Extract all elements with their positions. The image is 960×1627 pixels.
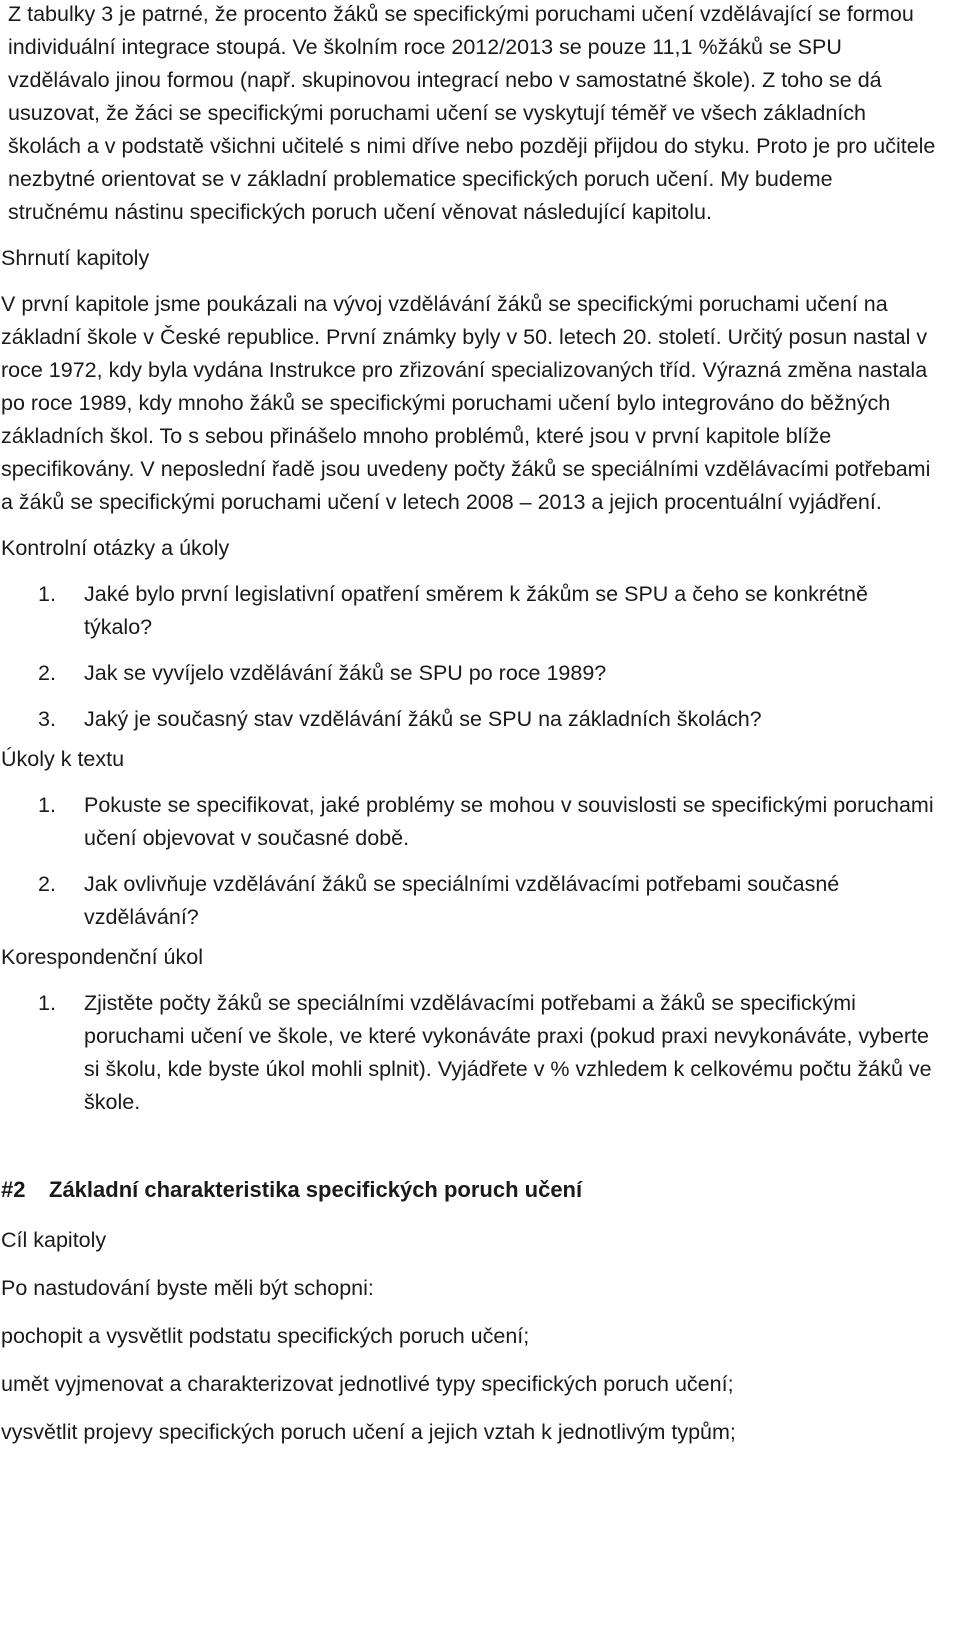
chapter-title: Základní charakteristika specifických poruch učení <box>49 1177 583 1202</box>
correspondence-task-list <box>0 987 936 1119</box>
chapter-heading <box>0 1173 936 1206</box>
list-item-text: Zjistěte počty žáků se speciálními vzdělávacími potřebami a žáků se specifickými poruchami učení ve škole, ve které vykonáváte praxi (pokud praxi nevykonáváte, vyberte si školu, kde byste úkol mohli splnit). Vyjádřete v % vzhledem k celkovému počtu žáků ve škole. <box>84 991 932 1114</box>
control-questions-heading: Kontrolní otázky a úkoly <box>1 536 230 560</box>
list-item-number: 2. <box>38 872 56 896</box>
text-tasks-heading: Úkoly k textu <box>1 747 125 771</box>
list-item <box>0 657 936 690</box>
list-item-text: Pokuste se specifikovat, jaké problémy se mohou v souvislosti se specifickými poruchami učení objevovat v současné době. <box>84 793 934 850</box>
list-item <box>0 578 936 644</box>
chapter-number: #2 <box>1 1177 26 1202</box>
list-item-text: Jaké bylo první legislativní opatření směrem k žákům se SPU a čeho se konkrétně týkalo? <box>84 582 868 639</box>
summary-paragraph: V první kapitole jsme poukázali na vývoj vzdělávání žáků se specifickými poruchami učení na základní škole v České republice. První známky byly v 50. letech 20. století. Určitý posun nastal v roce 1972, kdy byla vydána Instrukce pro zřizování specializovaných tříd. Výrazná změna nastala po roce 1989, kdy mnoho žáků se specifickými poruchami učení bylo integrováno do běžných základních škol. To s sebou přinášelo mnoho problémů, které jsou v první kapitole blíže specifikovány. V neposlední řadě jsou uvedeny počty žáků se speciálními vzdělávacími potřebami a žáků se specifickými poruchami učení v letech 2008 – 2013 a jejich procentuální vyjádření. <box>1 292 931 514</box>
list-item-number: 3. <box>38 707 56 731</box>
chapter-goal-intro: Po nastudování byste měli být schopni: <box>1 1276 374 1300</box>
list-item <box>0 789 936 855</box>
list-item-number: 1. <box>38 793 56 817</box>
summary-heading: Shrnutí kapitoly <box>1 246 150 270</box>
list-item <box>0 703 936 736</box>
correspondence-task-heading: Korespondenční úkol <box>1 945 204 969</box>
list-item <box>0 987 936 1119</box>
list-item-number: 1. <box>38 582 56 606</box>
chapter-goal-item: vysvětlit projevy specifických poruch učení a jejich vztah k jednotlivým typům; <box>1 1420 736 1444</box>
chapter-goal-item: umět vyjmenovat a charakterizovat jednotlivé typy specifických poruch učení; <box>1 1372 734 1396</box>
intro-paragraph: Z tabulky 3 je patrné, že procento žáků se specifickými poruchami učení vzdělávající se formou individuální integrace stoupá. Ve školním roce 2012/2013 se pouze 11,1 %žáků se SPU vzdělávalo jinou formou (např. skupinovou integrací nebo v samostatné škole). Z toho se dá usuzovat, že žáci se specifickými poruchami učení se vyskytují téměř ve všech základních školách a v podstatě všichni učitelé s nimi dříve nebo později přijdou do styku. Proto je pro učitele nezbytné orientovat se v základní problematice specifických poruch učení. My budeme stručnému nástinu specifických poruch učení věnovat následující kapitolu. <box>8 2 936 224</box>
control-questions-list <box>0 578 936 736</box>
text-tasks-list <box>0 789 936 934</box>
list-item-text: Jak ovlivňuje vzdělávání žáků se speciálními vzdělávacími potřebami současné vzdělávání? <box>84 872 840 929</box>
chapter-goal-item: pochopit a vysvětlit podstatu specifických poruch učení; <box>1 1324 530 1348</box>
list-item-number: 2. <box>38 661 56 685</box>
list-item-text: Jak se vyvíjelo vzdělávání žáků se SPU po roce 1989? <box>84 661 607 685</box>
list-item-text: Jaký je současný stav vzdělávání žáků se SPU na základních školách? <box>84 707 762 731</box>
list-item-number: 1. <box>38 991 56 1015</box>
list-item <box>0 868 936 934</box>
chapter-goal-heading: Cíl kapitoly <box>1 1228 107 1252</box>
